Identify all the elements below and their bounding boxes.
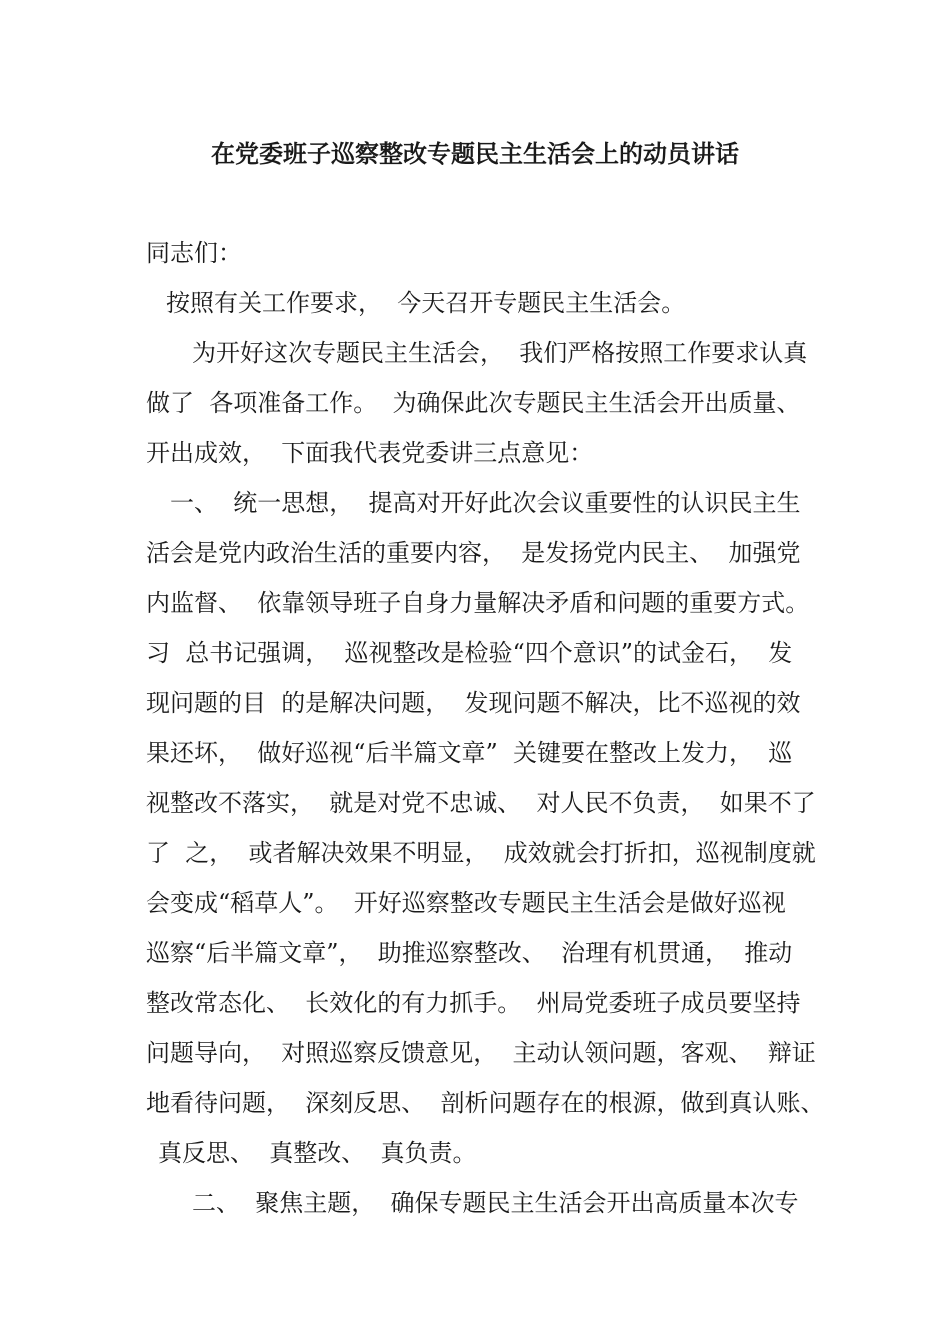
text-line: 习 总书记强调， 巡视整改是检验“四个意识”的试金石， 发 [146, 639, 793, 667]
document-title: 在党委班子巡察整改专题民主生活会上的动员讲话 [211, 139, 739, 168]
text-line: 内监督、 依靠领导班子自身力量解决矛盾和问题的重要方式。 [146, 589, 810, 617]
text-line: 真反思、 真整改、 真负责。 [158, 1139, 477, 1167]
text-line: 开出成效， 下面我代表党委讲三点意见： [146, 439, 594, 467]
text-line: 整改常态化、 长效化的有力抓手。 州局党委班子成员要坚持 [146, 989, 801, 1017]
text-line: 现问题的目 的是解决问题， 发现问题不解决，比不巡视的效 [146, 689, 801, 717]
text-line: 活会是党内政治生活的重要内容， 是发扬党内民主、 加强党 [146, 539, 801, 567]
text-line: 问题导向， 对照巡察反馈意见， 主动认领问题，客观、 辩证 [146, 1039, 816, 1067]
text-line: 视整改不落实， 就是对党不忠诚、 对人民不负责， 如果不了 [146, 789, 816, 817]
text-line: 为开好这次专题民主生活会， 我们严格按照工作要求认真 [192, 339, 808, 367]
text-line: 地看待问题， 深刻反思、 剖析问题存在的根源，做到真认账、 [146, 1089, 825, 1117]
text-line: 会变成“稻草人”。 开好巡察整改专题民主生活会是做好巡视 [146, 889, 786, 917]
text-line-section-heading: 一、 统一思想， 提高对开好此次会议重要性的认识民主生 [170, 489, 801, 517]
text-line: 了 之， 或者解决效果不明显， 成效就会打折扣，巡视制度就 [146, 839, 816, 867]
text-line-section-heading: 二、 聚焦主题， 确保专题民主生活会开出高质量本次专 [192, 1189, 799, 1217]
text-line: 按照有关工作要求， 今天召开专题民主生活会。 [166, 289, 686, 317]
text-line: 巡察“后半篇文章”， 助推巡察整改、 治理有机贯通， 推动 [146, 939, 793, 967]
text-line-salutation: 同志们： [146, 239, 242, 267]
text-line: 果还坏， 做好巡视“后半篇文章” 关键要在整改上发力， 巡 [146, 739, 793, 767]
text-line: 做了 各项准备工作。 为确保此次专题民主生活会开出质量、 [146, 389, 801, 417]
